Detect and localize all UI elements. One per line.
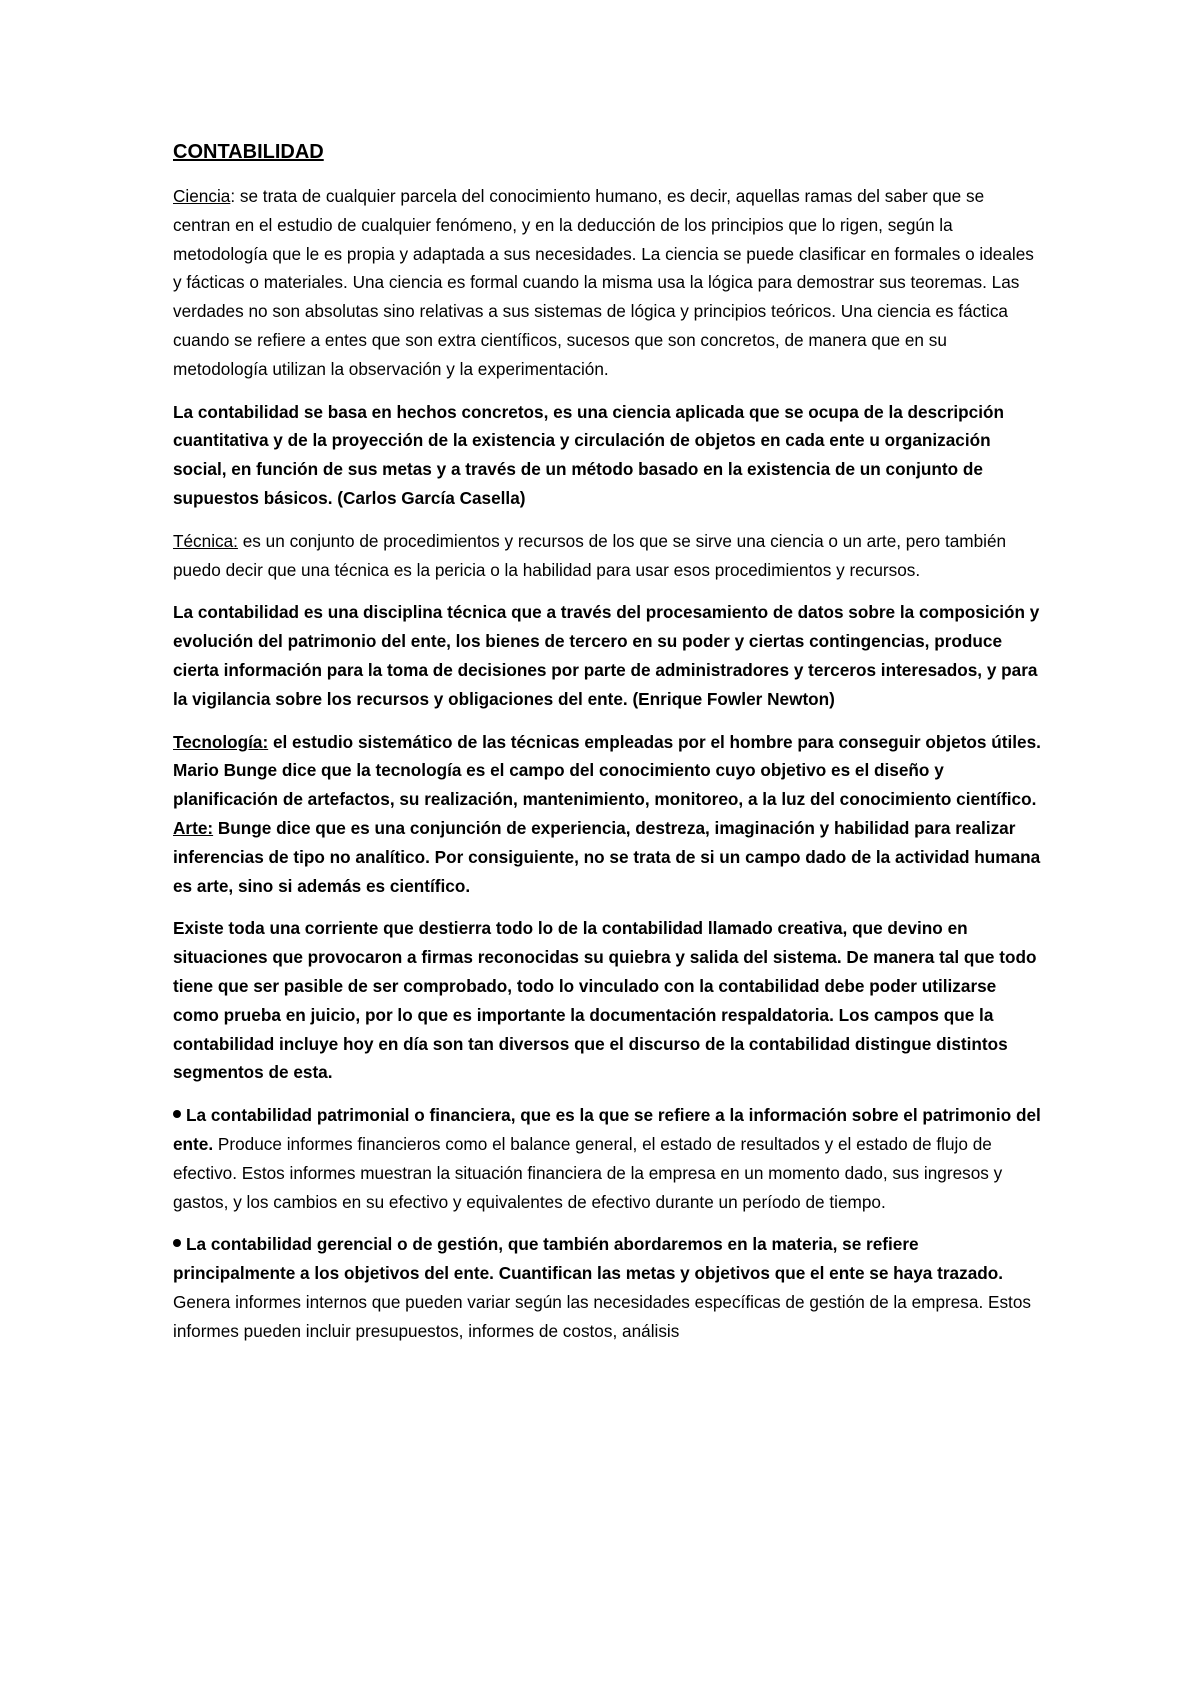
bullet-body-text: Genera informes internos que pueden variar según las necesidades específicas de gestión de la empresa. Estos informes pueden incluir presupuestos, informes de costos, análisis <box>173 1291 1031 1341</box>
tecnologia-definition: el estudio sistemático de las técnicas empleadas por el hombre para conseguir objetos útiles. Mario Bunge dice que la tecnología es el campo del conocimiento cuyo objetivo es el diseño y planificación de artefactos, su realización, mantenimiento, monitoreo, a la luz del conocimiento científico. <box>173 731 1041 810</box>
bullet-bold-text: La contabilidad gerencial o de gestión, que también abordaremos en la materia, se refiere principalmente a los objetivos del ente. Cuantifican las metas y objetivos que el ente se haya trazado. <box>173 1234 1004 1284</box>
bullet-item-patrimonial <box>173 1101 1043 1216</box>
tecnica-term: Técnica: <box>173 530 238 551</box>
bullet-dot-icon <box>173 1110 181 1118</box>
tecnologia-term: Tecnología: <box>173 731 269 752</box>
bullet-dot-icon <box>173 1239 181 1247</box>
ciencia-definition: : se trata de cualquier parcela del conocimiento humano, es decir, aquellas ramas del saber que se centran en el estudio de cualquier fenómeno, y en la deducción de los principios que lo rigen, según la metodología que le es propia y adaptada a sus necesidades. La ciencia se puede clasificar en formales o ideales y fácticas o materiales. Una ciencia es formal cuando la misma usa la lógica para demostrar sus teoremas. Las verdades no son absolutas sino relativas a sus sistemas de lógica y principios teóricos. Una ciencia es fáctica cuando se refiere a entes que son extra científicos, sucesos que son concretos, de manera que en su metodología utilizan la observación y la experimentación. <box>173 186 1034 379</box>
bullet-bold-text: La contabilidad patrimonial o financiera, que es la que se refiere a la información sobre el patrimonio del ente. <box>173 1105 1041 1154</box>
bullet-body-text: Produce informes financieros como el balance general, el estado de resultados y el estado de flujo de efectivo. Estos informes muestran la situación financiera de la empresa en un momento dado, sus ingresos y gastos, y los cambios en su efectivo y equivalentes de efectivo durante un período de tiempo. <box>173 1133 1003 1212</box>
arte-term: Arte: <box>173 817 214 838</box>
document-page <box>173 140 1043 1359</box>
tecnica-definition: es un conjunto de procedimientos y recursos de los que se sirve una ciencia o un arte, pero también puedo decir que una técnica es la pericia o la habilidad para usar esos procedimientos y recursos. <box>173 530 1007 580</box>
tecnologia-paragraph <box>173 728 1043 901</box>
tecnica-paragraph <box>173 527 1043 585</box>
ciencia-paragraph <box>173 182 1043 384</box>
ciencia-term: Ciencia <box>173 186 231 206</box>
casella-quote: La contabilidad se basa en hechos concretos, es una ciencia aplicada que se ocupa de la descripción cuantitativa y de la proyección de la existencia y circulación de objetos en cada ente u organización social, en función de sus metas y a través de un método basado en la existencia de un conjunto de supuestos básicos. (Carlos García Casella) <box>173 401 1005 508</box>
fowler-quote: La contabilidad es una disciplina técnica que a través del procesamiento de datos sobre la composición y evolución del patrimonio del ente, los bienes de tercero en su poder y ciertas contingencias, produce cierta información para la toma de decisiones por parte de administradores y terceros interesados, y para la vigilancia sobre los recursos y obligaciones del ente. (Enrique Fowler Newton) <box>173 602 1040 709</box>
creativa-paragraph: Existe toda una corriente que destierra todo lo de la contabilidad llamado creativa, que devino en situaciones que provocaron a firmas reconocidas su quiebra y salida del sistema. De manera tal que todo tiene que ser pasible de ser comprobado, todo lo vinculado con la contabilidad debe poder utilizarse como prueba en juicio, por lo que es importante la documentación respaldatoria. Los campos que la contabilidad incluye hoy en día son tan diversos que el discurso de la contabilidad distingue distintos segmentos de esta. <box>173 918 1037 1083</box>
arte-definition: Bunge dice que es una conjunción de experiencia, destreza, imaginación y habilidad para realizar inferencias de tipo no analítico. Por consiguiente, no se trata de si un campo dado de la actividad humana es arte, sino si además es científico. <box>173 817 1041 896</box>
document-title: CONTABILIDAD <box>173 141 324 163</box>
bullet-item-gerencial <box>173 1230 1043 1345</box>
